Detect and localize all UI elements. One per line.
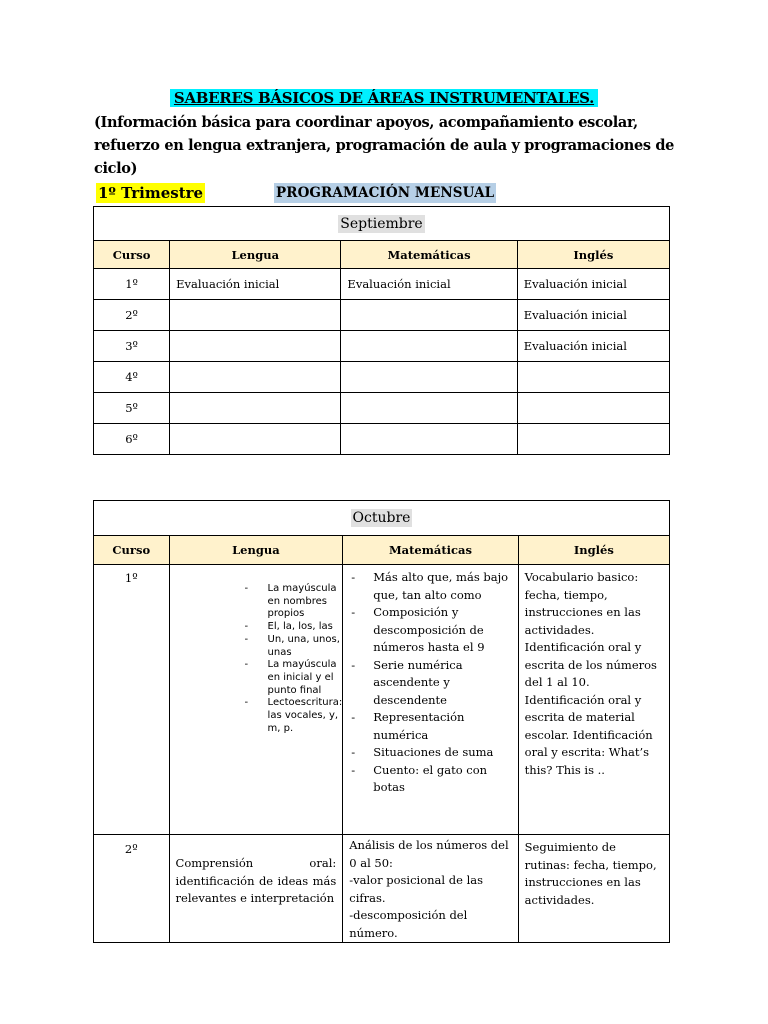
list-item: - La mayúscula en nombres propios (268, 583, 343, 621)
list-item: - Composición y descomposición de números hasta el 9 (373, 604, 513, 657)
lengua-text: Comprensión oral: identificación de ideas más relevantes e interpretación (175, 856, 337, 905)
ingles-cell: Evaluación inicial (517, 331, 669, 362)
table-row (94, 331, 670, 362)
matematicas-cell: Evaluación inicial (341, 269, 517, 300)
ingles-cell (517, 424, 669, 455)
text-line: -descomposición del número. (349, 908, 468, 940)
lengua-cell (170, 393, 341, 424)
text-line: -valor posicional de las cifras. (349, 873, 484, 905)
curso-cell: 5º (94, 393, 170, 424)
programacion-label: PROGRAMACIÓN MENSUAL (276, 185, 495, 201)
table-row (94, 300, 670, 331)
table-row (94, 565, 670, 835)
title-container (0, 88, 768, 107)
matematicas-cell (341, 331, 517, 362)
matematicas-cell (341, 300, 517, 331)
curso-cell: 2º (94, 835, 170, 943)
ingles-text: Seguimiento de rutinas: fecha, tiempo, instrucciones en las actividades. (524, 840, 657, 907)
ingles-cell (517, 362, 669, 393)
column-header-curso: Curso (94, 241, 170, 269)
header-row (94, 241, 670, 269)
lengua-cell (170, 424, 341, 455)
curso-cell: 1º (94, 269, 170, 300)
matematicas-cell (343, 565, 518, 835)
lengua-cell (169, 565, 343, 835)
list-item: - Serie numérica ascendente y descendente (373, 657, 513, 710)
column-header-matematicas: Matemáticas (341, 241, 517, 269)
column-header-lengua: Lengua (170, 241, 341, 269)
matematicas-text (343, 835, 517, 942)
column-header-matematicas: Matemáticas (343, 536, 518, 565)
octubre-table (93, 500, 670, 943)
list-item: - Lectoescritura: las vocales, y, m, p. (268, 697, 343, 735)
ingles-cell: Evaluación inicial (517, 300, 669, 331)
list-item: - Situaciones de suma (373, 744, 513, 762)
matematicas-cell (341, 362, 517, 393)
table-row (94, 835, 670, 943)
month-cell (94, 207, 670, 241)
lengua-cell (170, 300, 341, 331)
matematicas-cell (341, 393, 517, 424)
ingles-cell (518, 565, 669, 835)
ingles-cell (517, 393, 669, 424)
document-subtitle: (Información básica para coordinar apoyos, acompañamiento escolar, refuerzo en lengua extranjera, programación de aula y programaciones de ciclo) (94, 114, 675, 177)
matematicas-cell (343, 835, 518, 943)
column-header-lengua: Lengua (169, 536, 343, 565)
lengua-cell (170, 331, 341, 362)
list-item: - Más alto que, más bajo que, tan alto como (373, 569, 513, 604)
ingles-text: Vocabulario basico: fecha, tiempo, instrucciones en las actividades. Identificación oral y escrita de los números del 1 al 10. Identificación oral y escrita de material escolar. Identificación oral y escrita: What’s this? This is .. (524, 570, 657, 777)
matematicas-cell (341, 424, 517, 455)
column-header-ingles: Inglés (517, 241, 669, 269)
table-row (94, 424, 670, 455)
septiembre-table (93, 206, 670, 455)
lengua-list (170, 565, 343, 735)
trimestre-label: 1º Trimestre (98, 184, 204, 202)
lengua-cell (170, 362, 341, 393)
month-cell (94, 501, 670, 536)
matematicas-list (343, 565, 517, 797)
curso-cell: 6º (94, 424, 170, 455)
document-title: SABERES BÁSICOS DE ÁREAS INSTRUMENTALES. (170, 89, 598, 107)
list-item: - El, la, los, las (268, 621, 343, 634)
list-item: - Un, una, unos, unas (268, 634, 343, 659)
curso-cell: 3º (94, 331, 170, 362)
lengua-cell (169, 835, 343, 943)
table-row (94, 362, 670, 393)
curso-cell: 2º (94, 300, 170, 331)
table-row (94, 269, 670, 300)
list-item: - Representación numérica (373, 709, 513, 744)
month-label-septiembre: Septiembre (340, 215, 423, 232)
month-label-octubre: Octubre (352, 510, 411, 526)
column-header-curso: Curso (94, 536, 170, 565)
month-row (94, 207, 670, 241)
table-row (94, 393, 670, 424)
list-item: - La mayúscula en inicial y el punto final (268, 659, 343, 697)
lengua-cell: Evaluación inicial (170, 269, 341, 300)
list-item: - Cuento: el gato con botas (373, 762, 513, 797)
column-header-ingles: Inglés (518, 536, 669, 565)
text-line: Análisis de los números del 0 al 50: (349, 838, 509, 870)
curso-cell: 4º (94, 362, 170, 393)
ingles-cell (518, 835, 669, 943)
header-row (94, 536, 670, 565)
month-row (94, 501, 670, 536)
curso-cell: 1º (94, 565, 170, 835)
ingles-cell: Evaluación inicial (517, 269, 669, 300)
